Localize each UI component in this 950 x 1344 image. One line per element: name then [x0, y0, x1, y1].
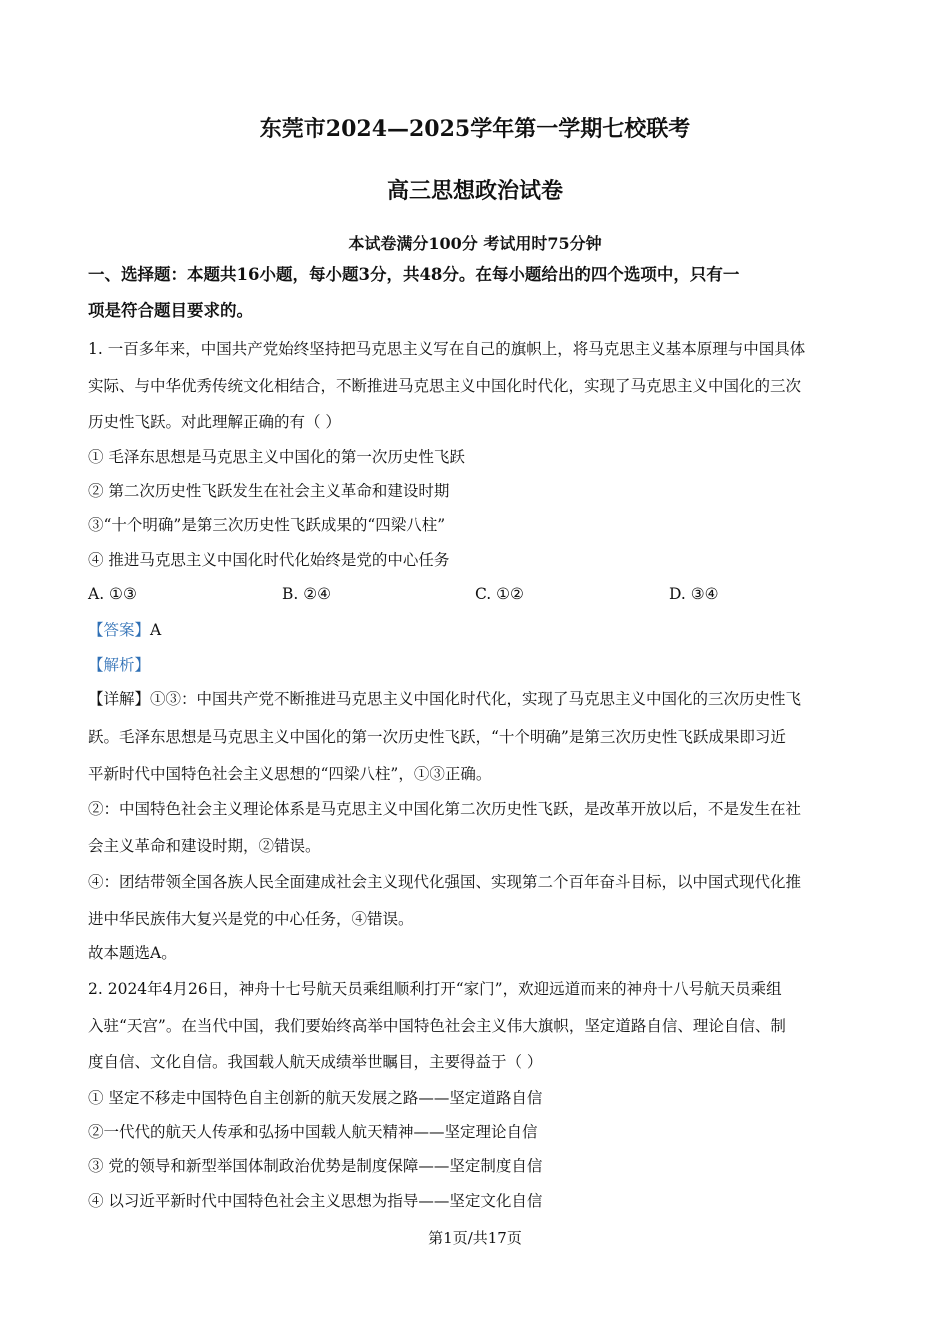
- q2-item-2: ②一代代的航天人传承和弘扬中国载人航天精神——坚定理论自信: [88, 1123, 538, 1141]
- detail-label: 【详解】: [88, 690, 151, 708]
- answer-value: A: [150, 621, 162, 639]
- section-heading-line1: 一、选择题：本题共16小题，每小题3分，共48分。在每小题给出的四个选项中，只有一: [88, 265, 740, 284]
- q1-detail-line8: 故本题选A。: [88, 944, 177, 962]
- q2-stem-line1: 2. 2024年4月26日，神舟十七号航天员乘组顺利打开“家门”，欢迎远道而来的神舟十八号航天员乘组: [88, 980, 782, 998]
- q1-detail-line6: ④：团结带领全国各族人民全面建成社会主义现代化强国、实现第二个百年奋斗目标，以中国式现代化推: [88, 873, 802, 891]
- q1-detail-line4: ②：中国特色社会主义理论体系是马克思主义中国化第二次历史性飞跃，是改革开放以后，不是发生在社: [88, 800, 802, 818]
- q1-detail-line5: 会主义革命和建设时期，②错误。: [88, 837, 321, 855]
- q1-detail-line1: [88, 689, 862, 709]
- q1-option-c: C. ①②: [475, 585, 524, 603]
- q2-stem-line3: 度自信、文化自信。我国载人航天成绩举世瞩目，主要得益于（ ）: [88, 1053, 543, 1071]
- q1-option-a: A. ①③: [88, 585, 137, 603]
- section-heading-line2: 项是符合题目要求的。: [88, 301, 253, 320]
- q2-item-1: ① 坚定不移走中国特色自主创新的航天发展之路——坚定道路自信: [88, 1089, 543, 1107]
- exam-meta: 本试卷满分100分 考试用时75分钟: [348, 234, 602, 253]
- q1-stem-line3: 历史性飞跃。对此理解正确的有（ ）: [88, 413, 341, 431]
- q2-stem-line2: 入驻“天宫”。在当代中国，我们要始终高举中国特色社会主义伟大旗帜，坚定道路自信、理论自信、制: [88, 1017, 786, 1035]
- q2-item-3: ③ 党的领导和新型举国体制政治优势是制度保障——坚定制度自信: [88, 1157, 543, 1175]
- q1-detail-line2: 跃。毛泽东思想是马克思主义中国化的第一次历史性飞跃，“十个明确”是第三次历史性飞跃成果即习近: [88, 728, 786, 746]
- answer-label: 【答案】: [88, 621, 151, 639]
- q2-item-4: ④ 以习近平新时代中国特色社会主义思想为指导——坚定文化自信: [88, 1192, 543, 1210]
- detail-text: ①③：中国共产党不断推进马克思主义中国化时代化，实现了马克思主义中国化的三次历史性飞: [150, 690, 802, 708]
- q1-item-4: ④ 推进马克思主义中国化时代化始终是党的中心任务: [88, 551, 450, 569]
- q1-option-b: B. ②④: [282, 585, 332, 603]
- exam-subtitle: 高三思想政治试卷: [386, 178, 563, 204]
- q1-answer: [88, 620, 862, 640]
- q1-item-2: ② 第二次历史性飞跃发生在社会主义革命和建设时期: [88, 482, 450, 500]
- q1-detail-line7: 进中华民族伟大复兴是党的中心任务，④错误。: [88, 910, 414, 928]
- q1-option-d: D. ③④: [669, 585, 719, 603]
- q1-item-1: ① 毛泽东思想是马克思主义中国化的第一次历史性飞跃: [88, 448, 465, 466]
- q1-stem-line2: 实际、与中华优秀传统文化相结合，不断推进马克思主义中国化时代化，实现了马克思主义中国化的三次: [88, 377, 802, 395]
- q1-stem-line1: 1. 一百多年来，中国共产党始终坚持把马克思主义写在自己的旗帜上，将马克思主义基本原理与中国具体: [88, 340, 806, 358]
- q1-detail-line3: 平新时代中国特色社会主义思想的“四梁八柱”，①③正确。: [88, 765, 492, 783]
- page-number: 第1页/共17页: [428, 1229, 522, 1247]
- q1-item-3: ③“十个明确”是第三次历史性飞跃成果的“四梁八柱”: [88, 516, 446, 534]
- q1-analysis-label: 【解析】: [88, 656, 151, 674]
- exam-title: 东莞市2024—2025学年第一学期七校联考: [259, 116, 691, 142]
